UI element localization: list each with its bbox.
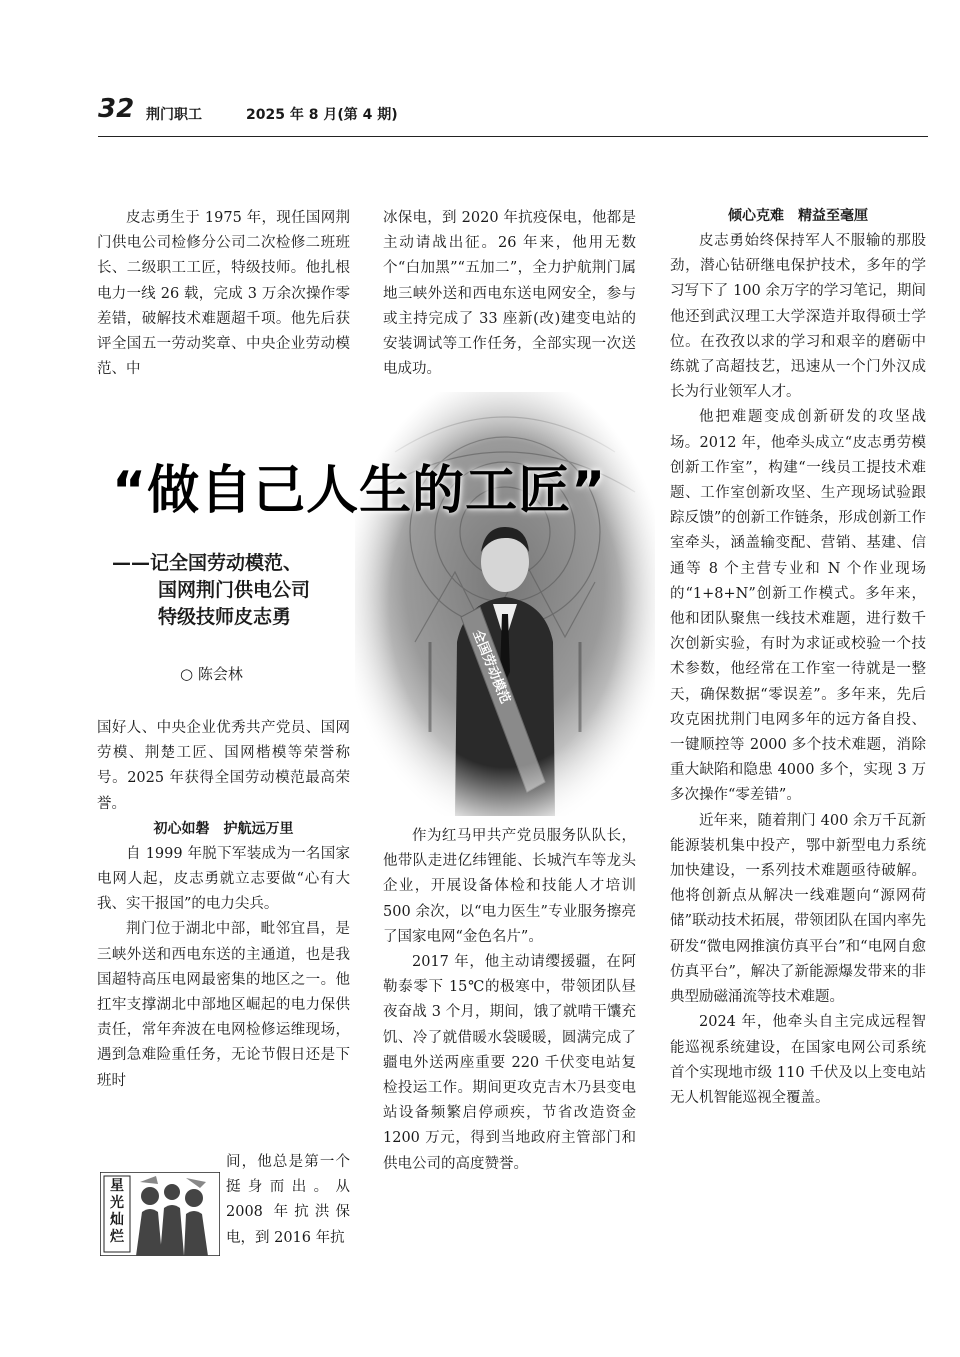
column-3	[670, 204, 926, 1111]
issue-date: 2025 年 8 月(第 4 期)	[246, 107, 398, 123]
magazine-name: 荆门职工	[146, 107, 202, 123]
col1-paragraph-1: 自 1999 年脱下军装成为一名国家电网人起，皮志勇就立志要做“心有大我、实干报国”的电力尖兵。	[97, 845, 350, 913]
column-1-top	[97, 206, 350, 382]
col1-paragraph-2: 荆门位于湖北中部，毗邻宜昌，是三峡外送和西电东送的主通道，也是我国超特高压电网最密集的地区之一。他扛牢支撑湖北中部地区崛起的电力保供责任，常年奔波在电网检修运维现场，遇到急难险重任务，无论节假日还是下班时	[97, 921, 350, 1089]
col2-top-paragraph: 冰保电，到 2020 年抗疫保电，他都是主动请战出征。26 年来，他用无数个“白加黑”“五加二”，全力护航荆门属地三峡外送和西电东送电网安全，参与或主持完成了 33 座新(改)建变电站的安装调试等工作任务，全部实现一次送电成功。	[383, 210, 636, 378]
col2-paragraph-2: 2017 年，他主动请缨援疆，在阿勒泰零下 15℃的极寒中，带领团队昼夜奋战 3 个月，期间，饿了就啃干馕充饥、冷了就借暖水袋暖暖，圆满完成了疆电外送两座重要 220 千伏变电站复检投运工作。期间更攻克吉木乃县变电站设备频繁启停顽疾，节省改造资金 1200 万元，得到当地政府主管部门和供电公司的高度赞誉。	[383, 954, 636, 1172]
col1-cont-paragraph: 国好人、中央企业优秀共产党员、国网劳模、荆楚工匠、国网楷模等荣誉称号。2025 年获得全国劳动模范最高荣誉。	[97, 720, 350, 812]
section-heading-2: 倾心克难 精益至毫厘	[728, 208, 868, 224]
column-2-bottom	[383, 824, 636, 1177]
page-number: 32	[98, 94, 135, 124]
col2-paragraph-1: 作为红马甲共产党员服务队队长，他带队走进亿纬锂能、长城汽车等龙头企业，开展设备体检和技能人才培训 500 余次，以“电力医生”专业服务擦亮了国家电网“金色名片”。	[383, 828, 636, 945]
column-logo	[100, 1172, 220, 1256]
subtitle-line-2: 国网荆门供电公司	[158, 579, 311, 601]
section-heading-1: 初心如磐 护航远万里	[153, 820, 294, 837]
article-subtitle	[112, 550, 310, 631]
logo-label: 星光灿烂	[110, 1178, 124, 1245]
intro-paragraph: 皮志勇生于 1975 年，现任国网荆门供电公司检修分公司二次检修二班班长、二级职工工匠，特级技师。他扎根电力一线 26 载，完成 3 万余次操作零差错，破解技术难题超千项。他先后获评全国五一劳动奖章、中央企业劳动模范、中	[97, 210, 350, 378]
column-1-bottom	[97, 716, 350, 1094]
subtitle-line-1: ——记全国劳动模范、	[112, 552, 303, 574]
col3-paragraph-1: 皮志勇始终保持军人不服输的那股劲，潜心钻研继电保护技术，多年的学习写下了 100 余万字的学习笔记，期间他还到武汉理工大学深造并取得硕士学位。在孜孜以求的学习和艰辛的磨砺中练就了高超技艺，迅速从一个门外汉成长为行业领军人才。	[670, 233, 926, 401]
col1-wrap-paragraph: 间，他总是第一个挺身而出。从 2008 年抗洪保电，到 2016 年抗	[226, 1154, 350, 1246]
article-title: “做自己人生的工匠”	[112, 461, 607, 521]
col3-paragraph-4: 2024 年，他牵头自主完成远程智能巡视系统建设，在国家电网公司系统首个实现地市级 110 千伏及以上变电站无人机智能巡视全覆盖。	[670, 1014, 926, 1106]
page-header	[98, 92, 928, 137]
column-2-top	[383, 206, 636, 382]
col3-paragraph-2: 他把难题变成创新研发的攻坚战场。2012 年，他牵头成立“皮志勇劳模创新工作室”，构建“一线员工提技术难题、工作室创新攻坚、生产现场试验跟踪反馈”的创新工作链条，形成创新工作室牵头，涵盖输变配、营销、基建、信通等 8 个主营专业和 N 个作业现场的“1+8+N”创新工作模式。多年来，他和团队聚焦一线技术难题，进行数千次创新实验，有时为求证或校验一个技术参数，他经常在工作室一待就是一整天，确保数据“零误差”。多年来，先后攻克困扰荆门电网多年的远方备自投、一键顺控等 2000 多个技术难题，消除重大缺陷和隐患 4000 多个，实现 3 万多次操作“零差错”。	[670, 409, 926, 804]
author-byline: ○ 陈会林	[180, 665, 243, 683]
subtitle-line-3: 特级技师皮志勇	[158, 606, 292, 628]
col3-paragraph-3: 近年来，随着荆门 400 余万千瓦新能源装机集中投产，鄂中新型电力系统加快建设，一系列技术难题亟待破解。他将创新点从解决一线难题向“源网荷储”联动技术拓展，带领团队在国内率先研发“微电网推演仿真平台”和“电网自愈仿真平台”，解决了新能源爆发带来的非典型励磁涌流等技术难题。	[670, 812, 926, 1006]
col1-wrap-text	[226, 1150, 350, 1251]
